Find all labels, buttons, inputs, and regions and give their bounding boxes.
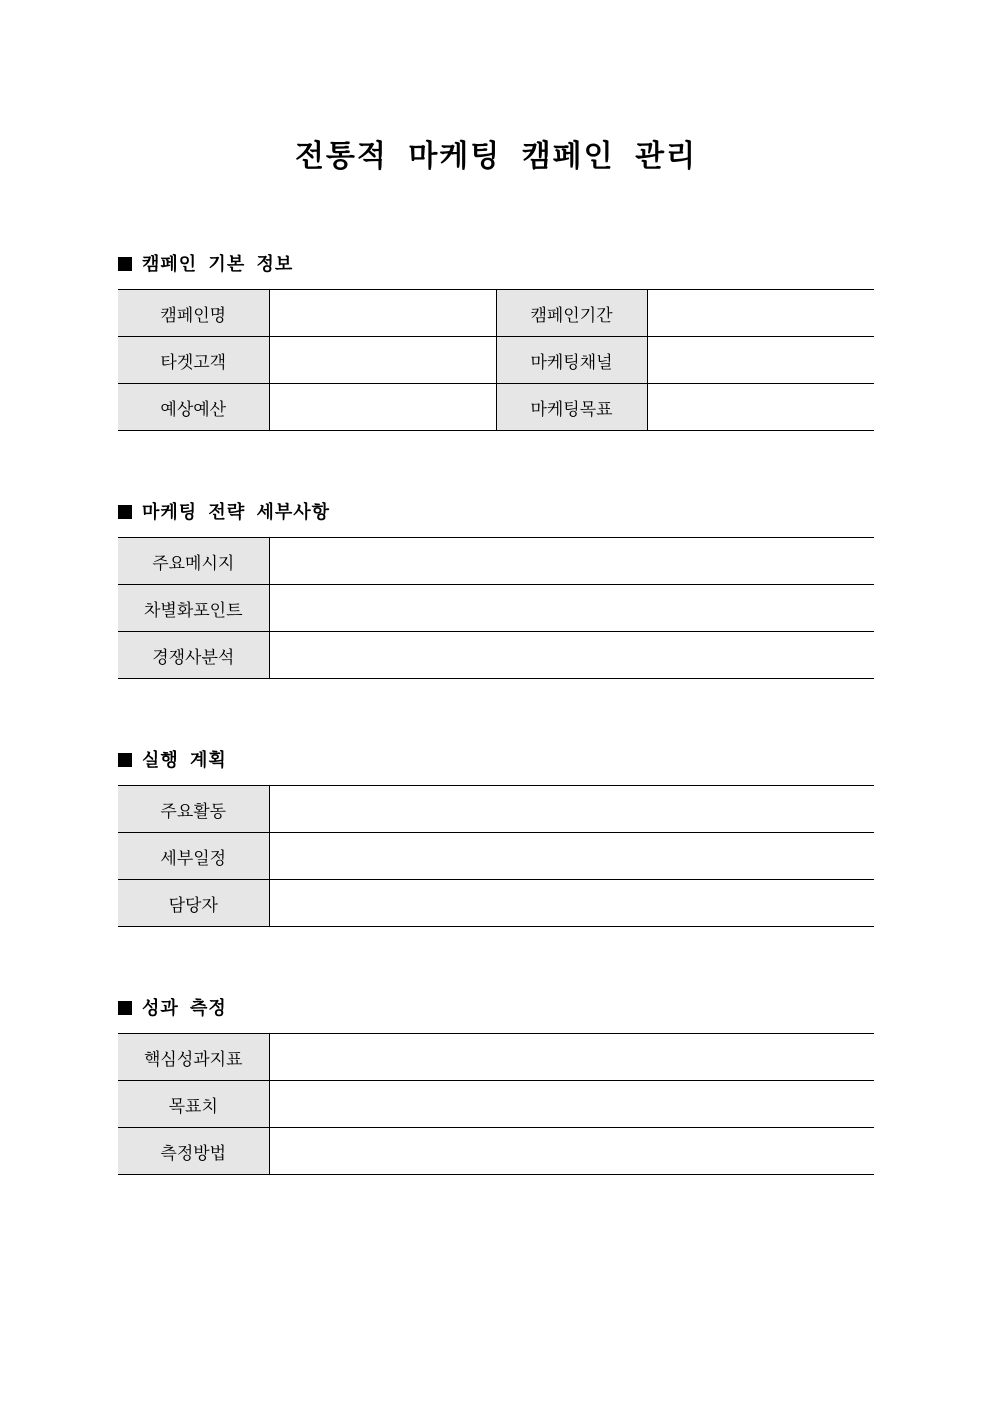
section-execution-plan [118,748,874,927]
field-label: 경쟁사분석 [118,632,269,679]
table-row [118,384,874,431]
section-heading [118,500,874,526]
section-campaign-basic-info [118,252,874,431]
table-row [118,632,874,679]
field-label: 담당자 [118,880,269,927]
main-activity-field[interactable] [269,786,874,833]
section-heading [118,748,874,774]
field-label: 목표치 [118,1081,269,1128]
table-row [118,1034,874,1081]
field-label: 주요메시지 [118,538,269,585]
table-row [118,290,874,337]
black-square-icon [118,753,132,767]
section-marketing-strategy [118,500,874,679]
field-label: 차별화포인트 [118,585,269,632]
table-row [118,880,874,927]
campaign-period-field[interactable] [647,290,874,337]
detailed-schedule-field[interactable] [269,833,874,880]
section-heading-text: 성과 측정 [142,998,227,1019]
table-row [118,1081,874,1128]
document-title: 전통적 마케팅 캠페인 관리 [294,139,698,174]
key-message-field[interactable] [269,538,874,585]
marketing-goal-field[interactable] [647,384,874,431]
field-label: 마케팅목표 [496,384,647,431]
person-in-charge-field[interactable] [269,880,874,927]
expected-budget-field[interactable] [269,384,496,431]
section-heading [118,996,874,1022]
section-heading-text: 실행 계획 [142,750,227,771]
table-row [118,786,874,833]
campaign-basic-info-table [118,289,874,431]
table-row [118,833,874,880]
competitor-analysis-field[interactable] [269,632,874,679]
performance-measurement-table [118,1033,874,1175]
execution-plan-table [118,785,874,927]
table-row [118,585,874,632]
target-value-field[interactable] [269,1081,874,1128]
black-square-icon [118,257,132,271]
field-label: 측정방법 [118,1128,269,1175]
black-square-icon [118,1001,132,1015]
field-label: 예상예산 [118,384,269,431]
field-label: 캠페인기간 [496,290,647,337]
table-row [118,337,874,384]
marketing-channel-field[interactable] [647,337,874,384]
campaign-name-field[interactable] [269,290,496,337]
target-customer-field[interactable] [269,337,496,384]
table-row [118,1128,874,1175]
section-heading-text: 마케팅 전략 세부사항 [142,502,331,523]
marketing-strategy-table [118,537,874,679]
section-performance-measurement [118,996,874,1175]
field-label: 핵심성과지표 [118,1034,269,1081]
field-label: 주요활동 [118,786,269,833]
field-label: 세부일정 [118,833,269,880]
field-label: 마케팅채널 [496,337,647,384]
kpi-field[interactable] [269,1034,874,1081]
differentiation-point-field[interactable] [269,585,874,632]
section-heading-text: 캠페인 기본 정보 [142,254,294,275]
field-label: 타겟고객 [118,337,269,384]
section-heading [118,252,874,278]
table-row [118,538,874,585]
black-square-icon [118,505,132,519]
measurement-method-field[interactable] [269,1128,874,1175]
field-label: 캠페인명 [118,290,269,337]
